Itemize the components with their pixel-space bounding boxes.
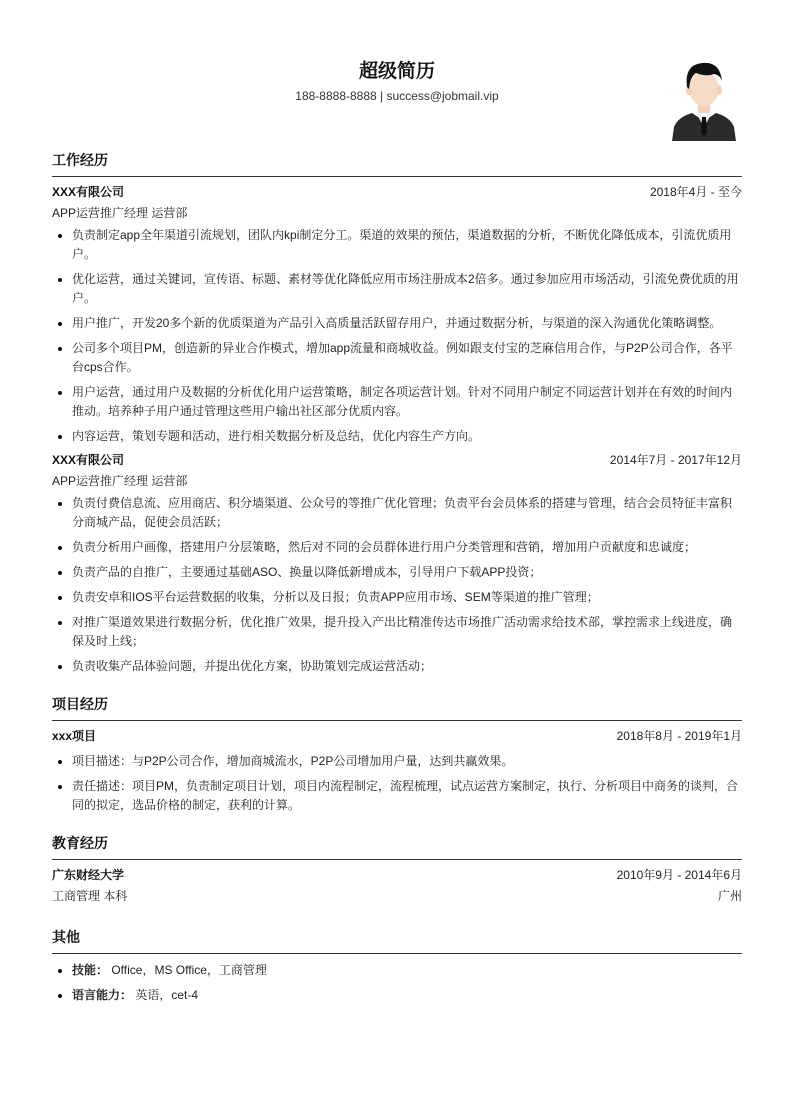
education-city: 广州 xyxy=(717,889,742,903)
job-company: XXX有限公司 xyxy=(52,185,125,199)
project-section xyxy=(52,694,742,815)
list-item: • 对推广渠道效果进行数据分析，优化推广效果，提升投入产出比精准传达市场推广活动需求给技术部，掌控需求上线进度，确保及时上线； xyxy=(72,613,742,651)
contact-info: 188-8888-8888 | success@jobmail.vip xyxy=(295,89,499,103)
list-item xyxy=(72,986,742,1005)
job-date: 2018年4月 - 至今 xyxy=(649,185,742,199)
list-item: • 用户推广，开发20多个新的优质渠道为产品引入高质量活跃留存用户，并通过数据分析，与渠道的深入沟通优化策略调整。 xyxy=(72,314,742,333)
job-company: XXX有限公司 xyxy=(52,453,125,467)
job-role: APP运营推广经理 运营部 xyxy=(52,206,188,220)
list-item: • 负责分析用户画像，搭建用户分层策略，然后对不同的会员群体进行用户分类管理和营销，增加用户贡献度和忠诚度； xyxy=(72,538,742,557)
avatar-icon xyxy=(670,55,738,141)
other-details xyxy=(52,961,742,1005)
education-section-title: 教育经历 xyxy=(52,833,742,860)
language-value: 英语，cet-4 xyxy=(132,988,199,1002)
list-item: • 负责安卓和IOS平台运营数据的收集，分析以及日报；负责APP应用市场、SEM等渠道的推广管理； xyxy=(72,588,742,607)
list-item: • 公司多个项目PM，创造新的异业合作模式，增加app流量和商城收益。例如跟支付宝的芝麻信用合作，与P2P公司合作，各平台cps合作。 xyxy=(72,339,742,377)
list-item: • 负责产品的自推广，主要通过基础ASO、换量以降低新增成本，引导用户下载APP投资； xyxy=(72,563,742,582)
work-section xyxy=(52,150,742,676)
list-item: • 用户运营，通过用户及数据的分析优化用户运营策略，制定各项运营计划。针对不同用户制定不同运营计划并在有效的时间内推动。培养种子用户通过管理这些用户输出社区部分优质内容。 xyxy=(72,383,742,421)
education-date: 2010年9月 - 2014年6月 xyxy=(616,868,742,882)
job-entry xyxy=(52,452,742,676)
education-major: 工商管理 本科 xyxy=(52,889,128,903)
project-section-title: 项目经历 xyxy=(52,694,742,721)
school-name: 广东财经大学 xyxy=(52,868,125,882)
project-details xyxy=(52,752,742,815)
other-section xyxy=(52,927,742,1005)
project-date: 2018年8月 - 2019年1月 xyxy=(616,729,742,743)
list-item xyxy=(72,961,742,980)
list-item: • 优化运营，通过关键词，宣传语、标题、素材等优化降低应用市场注册成本2倍多。通过参加应用市场活动，引流免费优质的用户。 xyxy=(72,270,742,308)
work-section-title: 工作经历 xyxy=(52,150,742,177)
skills-label: 技能： xyxy=(72,963,109,977)
resume-name: 超级简历 xyxy=(358,61,435,82)
other-section-title: 其他 xyxy=(52,927,742,954)
skills-value: Office，MS Office，工商管理 xyxy=(108,963,267,977)
list-item: • 负责付费信息流、应用商店、积分墙渠道、公众号的等推广优化管理；负责平台会员体系的搭建与管理，结合会员特征丰富积分商城产品，促使会员活跃； xyxy=(72,494,742,532)
list-item: • 负责收集产品体验问题，并提出优化方案，协助策划完成运营活动； xyxy=(72,657,742,676)
resume-header xyxy=(52,0,742,150)
list-item: • 项目描述：与P2P公司合作，增加商城流水，P2P公司增加用户量，达到共赢效果。 xyxy=(72,752,742,771)
job-date: 2014年7月 - 2017年12月 xyxy=(609,453,742,467)
project-name: xxx项目 xyxy=(52,729,97,743)
job-role: APP运营推广经理 运营部 xyxy=(52,474,188,488)
job-duties xyxy=(52,494,742,676)
job-duties xyxy=(52,226,742,446)
job-entry xyxy=(52,184,742,446)
resume-page xyxy=(52,0,742,1011)
list-item: • 内容运营，策划专题和活动，进行相关数据分析及总结，优化内容生产方向。 xyxy=(72,427,742,446)
language-label: 语言能力： xyxy=(72,988,133,1002)
education-section xyxy=(52,833,742,905)
list-item: • 负责制定app全年渠道引流规划，团队内kpi制定分工。渠道的效果的预估，渠道数据的分析，不断优化降低成本，引流优质用户。 xyxy=(72,226,742,264)
list-item: • 责任描述：项目PM，负责制定项目计划，项目内流程制定，流程梳理，试点运营方案制定，执行、分析项目中商务的谈判，合同的拟定，选品价格的制定，获利的计算。 xyxy=(72,777,742,815)
